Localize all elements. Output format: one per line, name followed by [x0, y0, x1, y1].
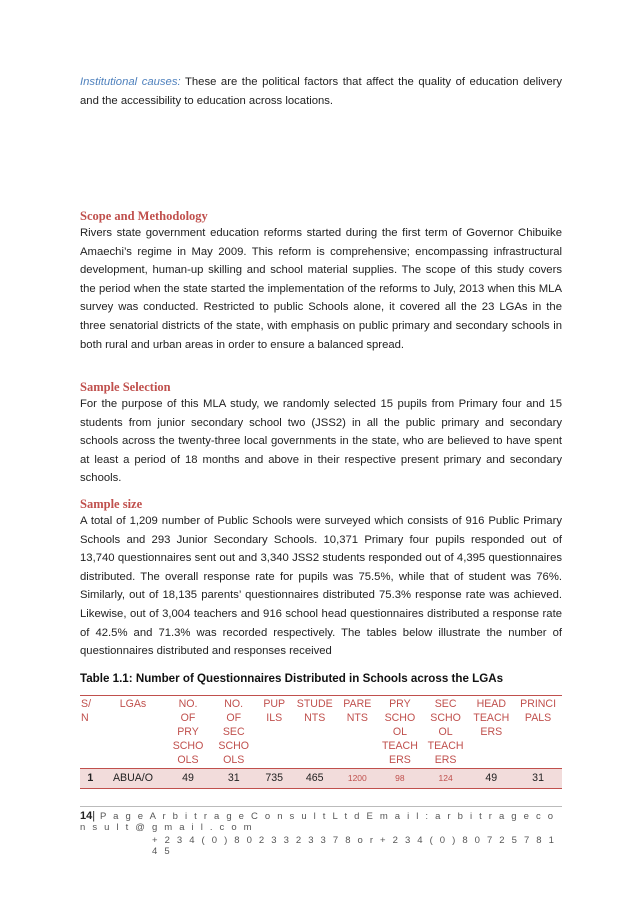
- section-heading-sample-size: Sample size: [80, 497, 143, 511]
- questionnaire-table: [80, 695, 562, 789]
- header-cell: PUP ILS: [263, 698, 286, 724]
- table-caption: Table 1.1: Number of Questionnaires Distributed in Schools across the LGAs: [80, 672, 504, 685]
- footer-page-word: P a g e: [95, 811, 146, 822]
- footer-divider: [80, 806, 562, 807]
- section-body-sample-selection: For the purpose of this MLA study, we randomly selected 15 pupils from Primary four and 15 students from junior secondary school two (JSS2) in all the public primary and secondary schools across the twenty-three local governments in the state, who are believed to have spent at least a period of 18 months and above in their respective present primary and secondary schools.: [80, 398, 562, 485]
- footer-separator: |: [92, 810, 96, 822]
- header-cell: NO. OF PRY SCHO OLS: [172, 698, 204, 766]
- header-cell: LGAs: [119, 698, 147, 710]
- table-cell: 124: [438, 773, 453, 783]
- header-cell: STUDE NTS: [296, 698, 333, 724]
- page-number: 14: [80, 810, 93, 822]
- table-cell: 465: [305, 772, 324, 784]
- footer-company-email: A r b i t r a g e C o n s u l t L t d E m a i l : a r b i t r a g e c o n s u l t @ g m a i l . c o m: [80, 811, 556, 833]
- table-cell: 31: [532, 772, 544, 784]
- footer-phone: + 2 3 4 ( 0 ) 8 0 2 3 3 2 3 3 7 8 o r + 2 3 4 ( 0 ) 8 0 7 2 5 7 8 1 4 5: [152, 835, 557, 857]
- intro-lead: Institutional causes:: [80, 76, 181, 88]
- section-heading-scope: Scope and Methodology: [80, 209, 208, 223]
- section-heading-sample-selection: Sample Selection: [80, 380, 171, 394]
- table-cell: 49: [485, 772, 498, 784]
- table-cell: 31: [227, 772, 240, 784]
- table-header-row: [80, 696, 562, 769]
- header-cell: HEAD TEACH ERS: [473, 698, 510, 738]
- intro-text: These are the political factors that affect the quality of education delivery and the accessibility to education across locations.: [80, 76, 563, 107]
- table-cell: 1: [87, 772, 94, 784]
- header-cell: NO. OF SEC SCHO OLS: [218, 698, 250, 766]
- table-cell: ABUA/O: [112, 772, 153, 784]
- page-footer: [80, 810, 562, 857]
- table-row: [80, 769, 562, 789]
- table-cell: 49: [182, 772, 194, 784]
- header-cell: PARE NTS: [343, 698, 372, 724]
- section-body-scope: Rivers state government education reforms started during the first term of Governor Chibuike Amaechi’s regime in May 2009. This reform is comprehensive; encompassing infrastructural development, human-up skilling and school material supplies. The scope of this study covers the period when the state started the implementation of the reforms to July, 2013 when this MLA survey was conducted. Restricted to public Schools alone, it covered all the 23 LGAs in the three senatorial districts of the state, with emphasis on public primary and secondary schools in both rural and urban areas in order to ensure a balanced spread.: [80, 227, 562, 351]
- section-body-sample-size: A total of 1,209 number of Public Schools were surveyed which consists of 916 Public Primary Schools and 293 Junior Secondary Schools. 10,371 Primary four pupils responded out of 13,740 questionnaires sent out and 3,340 JSS2 students responded out of 4,395 questionnaires distributed. The overall response rate for pupils was 75.5%, while that of student was 76%. Similarly, out of 18,135 parents’ questionnaires distributed 75.3% response rate was achieved. Likewise, out of 3,004 teachers and 916 school head questionnaires distributed a response rate of 42.5% and 71.3% was recorded respectively. The tables below illustrate the number of questionnaires distributed and responses received: [80, 515, 562, 658]
- table-cell: 1200: [347, 773, 367, 783]
- header-cell: PRINCI PALS: [520, 698, 557, 724]
- table-cell: 735: [265, 772, 284, 784]
- header-cell: PRY SCHO OL TEACH ERS: [381, 698, 418, 766]
- intro-paragraph: [80, 73, 562, 110]
- header-cell: SEC SCHO OL TEACH ERS: [427, 698, 464, 766]
- header-cell: S/ N: [81, 698, 92, 724]
- table-cell: 98: [395, 773, 405, 783]
